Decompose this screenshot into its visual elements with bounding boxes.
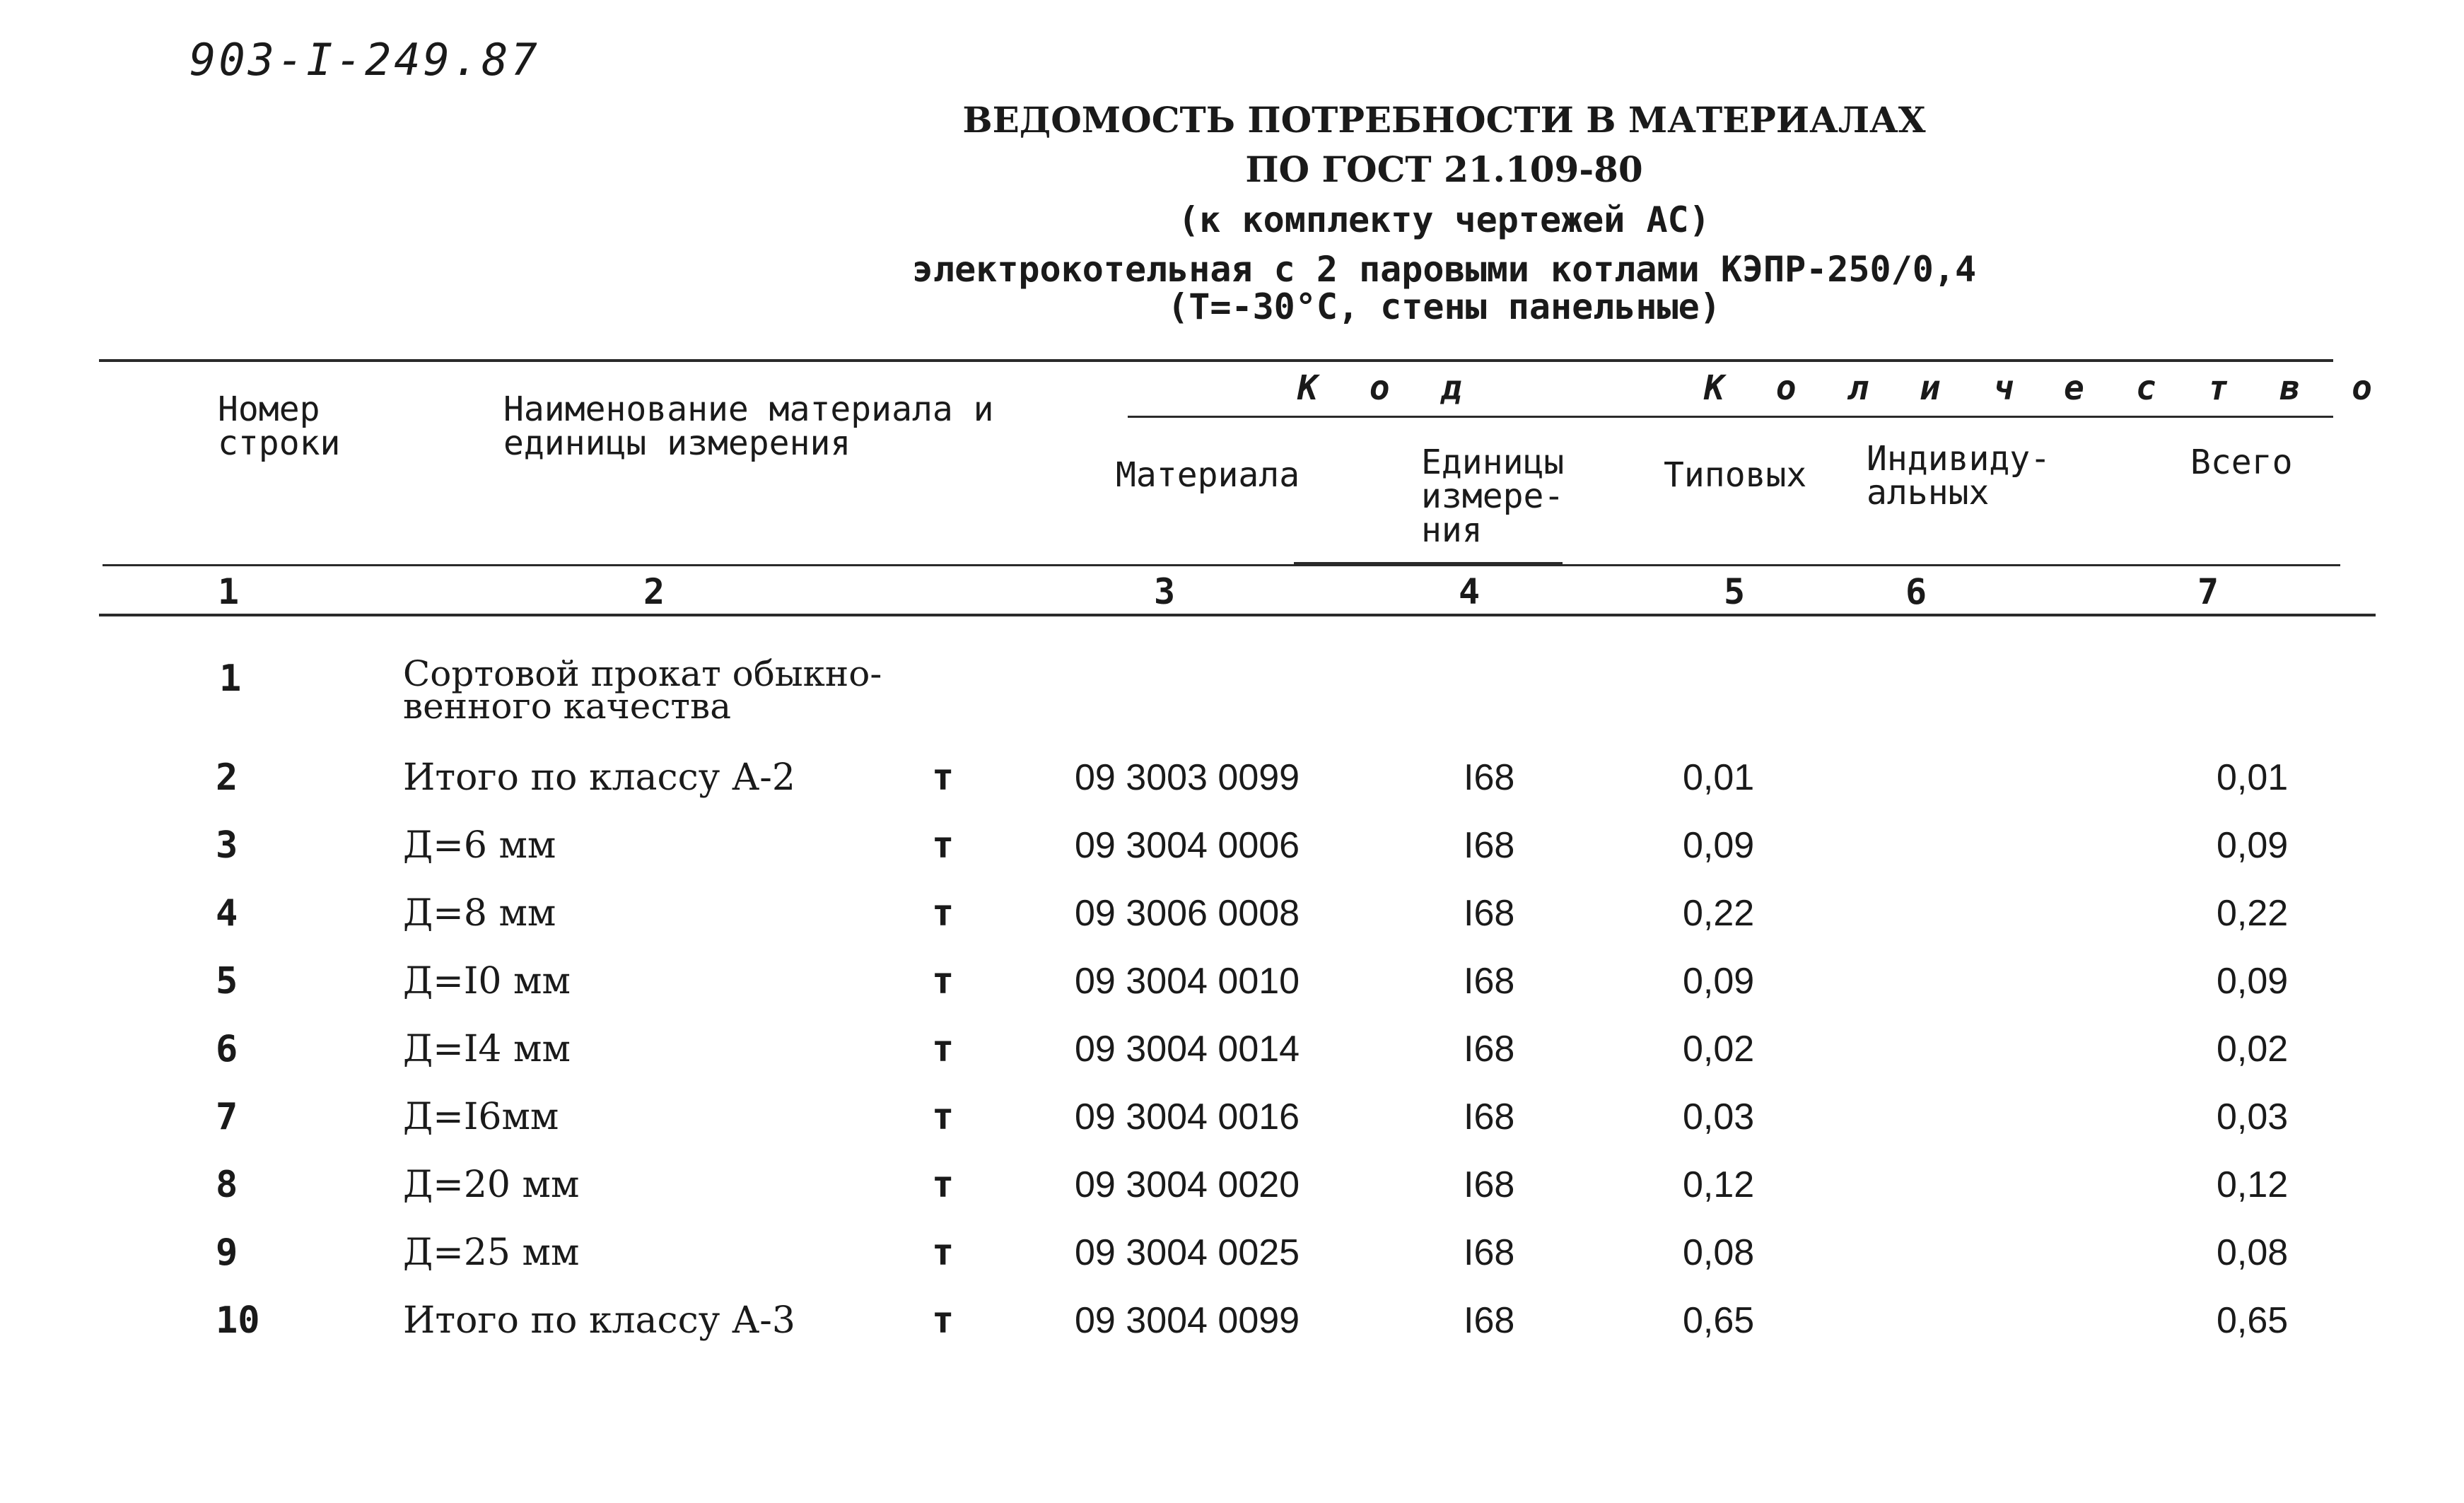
row-number: 8 <box>216 1164 238 1206</box>
row-total-qty: 0,22 <box>2217 893 2289 934</box>
column-numbers-rule <box>99 614 2376 616</box>
row-material-name: Д=25 мм <box>403 1232 580 1274</box>
header-material-name: Наименование материала и единицы измерения <box>503 390 994 463</box>
row-material-code: 09 3004 0025 <box>1075 1232 1300 1273</box>
row-total-qty: 0,12 <box>2217 1164 2289 1205</box>
row-material-name: Д=I6мм <box>403 1096 559 1138</box>
row-material-code: 09 3004 0010 <box>1075 961 1300 1002</box>
row-number: 4 <box>216 892 238 935</box>
row-number: 9 <box>216 1232 238 1274</box>
row-unit-code: I68 <box>1464 1096 1515 1138</box>
row-unit-code: I68 <box>1464 825 1515 866</box>
header-quantity-group: К о л и ч е с т в о <box>1704 368 2388 408</box>
row-number: 10 <box>216 1299 260 1342</box>
row-typical-qty: 0,09 <box>1683 825 1755 866</box>
object-description: электрокотельная с 2 паровыми котлами КЭПР-250/0,4 <box>911 249 1977 290</box>
row-typical-qty: 0,12 <box>1683 1164 1755 1205</box>
header-bottom-rule <box>103 564 2340 566</box>
header-individual: Индивиду- альных <box>1867 439 2051 513</box>
row-material-name: Итого по классу А-3 <box>403 1299 795 1342</box>
code-group-rule <box>1131 416 2333 418</box>
table-row <box>0 1028 2464 1084</box>
row-number: 2 <box>216 756 238 799</box>
row-unit-code: I68 <box>1464 1029 1515 1070</box>
row-number: 6 <box>216 1028 238 1070</box>
row-unit-code: I68 <box>1464 893 1515 934</box>
row-typical-qty: 0,01 <box>1683 757 1755 798</box>
header-accent-rule <box>1294 562 1563 566</box>
table-row <box>0 892 2464 949</box>
row-number: 3 <box>216 824 238 867</box>
column-number-3: 3 <box>1154 571 1176 612</box>
table-row <box>0 1299 2464 1356</box>
table-row <box>0 756 2464 813</box>
row-unit-code: I68 <box>1464 961 1515 1002</box>
table-row <box>0 824 2464 881</box>
standard-reference: ПО ГОСТ 21.109-80 <box>1245 148 1643 190</box>
column-number-2: 2 <box>643 571 665 612</box>
row-material-code: 09 3004 0006 <box>1075 825 1300 866</box>
header-unit-code: Единицы измере- ния <box>1421 443 1565 550</box>
row-number: 7 <box>216 1096 238 1138</box>
row-unit: т <box>932 892 954 935</box>
row-material-code: 09 3003 0099 <box>1075 757 1300 798</box>
row-total-qty: 0,09 <box>2217 961 2289 1002</box>
row-total-qty: 0,08 <box>2217 1232 2289 1273</box>
row-typical-qty: 0,03 <box>1683 1096 1755 1138</box>
table-row-group-heading <box>0 653 2464 735</box>
row-unit: т <box>932 1299 954 1342</box>
document-designation: 903-I-249.87 <box>189 34 540 86</box>
header-material-code: Материала <box>1116 455 1300 495</box>
header-total: Всего <box>2190 443 2293 482</box>
row-unit: т <box>932 824 954 867</box>
row-material-code: 09 3004 0020 <box>1075 1164 1300 1205</box>
table-top-rule <box>99 359 2333 362</box>
conditions-note: (T=-30°C, стены панельные) <box>1167 286 1721 327</box>
row-unit: т <box>932 1232 954 1274</box>
row-material-name: Д=20 мм <box>403 1164 580 1206</box>
drawing-set-note: (к комплекту чертежей АС) <box>1178 199 1710 240</box>
column-number-4: 4 <box>1459 571 1481 612</box>
row-typical-qty: 0,02 <box>1683 1029 1755 1070</box>
row-unit: т <box>932 960 954 1002</box>
row-typical-qty: 0,08 <box>1683 1232 1755 1273</box>
row-material-code: 09 3004 0016 <box>1075 1096 1300 1138</box>
row-unit: т <box>932 1096 954 1138</box>
row-material-code: 09 3006 0008 <box>1075 893 1300 934</box>
column-number-7: 7 <box>2197 571 2219 612</box>
row-total-qty: 0,65 <box>2217 1300 2289 1341</box>
row-typical-qty: 0,22 <box>1683 893 1755 934</box>
table-row <box>0 1232 2464 1288</box>
row-unit: т <box>932 1028 954 1070</box>
row-number: 5 <box>216 960 238 1002</box>
row-material-name: Сортовой прокат обыкно- венного качества <box>403 653 882 727</box>
row-typical-qty: 0,09 <box>1683 961 1755 1002</box>
row-material-name: Д=I4 мм <box>403 1028 571 1070</box>
table-row <box>0 960 2464 1017</box>
row-total-qty: 0,03 <box>2217 1096 2289 1138</box>
row-unit-code: I68 <box>1464 1232 1515 1273</box>
header-typical: Типовых <box>1664 455 1807 495</box>
header-row-number: Номер строки <box>218 390 341 463</box>
row-total-qty: 0,09 <box>2217 825 2289 866</box>
row-total-qty: 0,02 <box>2217 1029 2289 1070</box>
table-row <box>0 1096 2464 1152</box>
row-unit-code: I68 <box>1464 1300 1515 1341</box>
code-dash <box>1128 416 1156 418</box>
row-unit-code: I68 <box>1464 757 1515 798</box>
row-material-code: 09 3004 0099 <box>1075 1300 1300 1341</box>
row-unit: т <box>932 756 954 799</box>
row-unit-code: I68 <box>1464 1164 1515 1205</box>
table-row <box>0 1164 2464 1220</box>
row-unit: т <box>932 1164 954 1206</box>
row-material-name: Д=8 мм <box>403 892 556 935</box>
row-number: 1 <box>219 657 242 700</box>
column-number-5: 5 <box>1724 571 1746 612</box>
column-number-1: 1 <box>218 571 240 612</box>
column-number-6: 6 <box>1905 571 1927 612</box>
row-material-name: Д=I0 мм <box>403 960 571 1002</box>
header-code-group: К о д <box>1297 368 1478 408</box>
document-title: ВЕДОМОСТЬ ПОТРЕБНОСТИ В МАТЕРИАЛАХ <box>962 99 1926 141</box>
row-material-name: Итого по классу А-2 <box>403 756 795 799</box>
row-total-qty: 0,01 <box>2217 757 2289 798</box>
row-material-code: 09 3004 0014 <box>1075 1029 1300 1070</box>
row-typical-qty: 0,65 <box>1683 1300 1755 1341</box>
row-material-name: Д=6 мм <box>403 824 556 867</box>
